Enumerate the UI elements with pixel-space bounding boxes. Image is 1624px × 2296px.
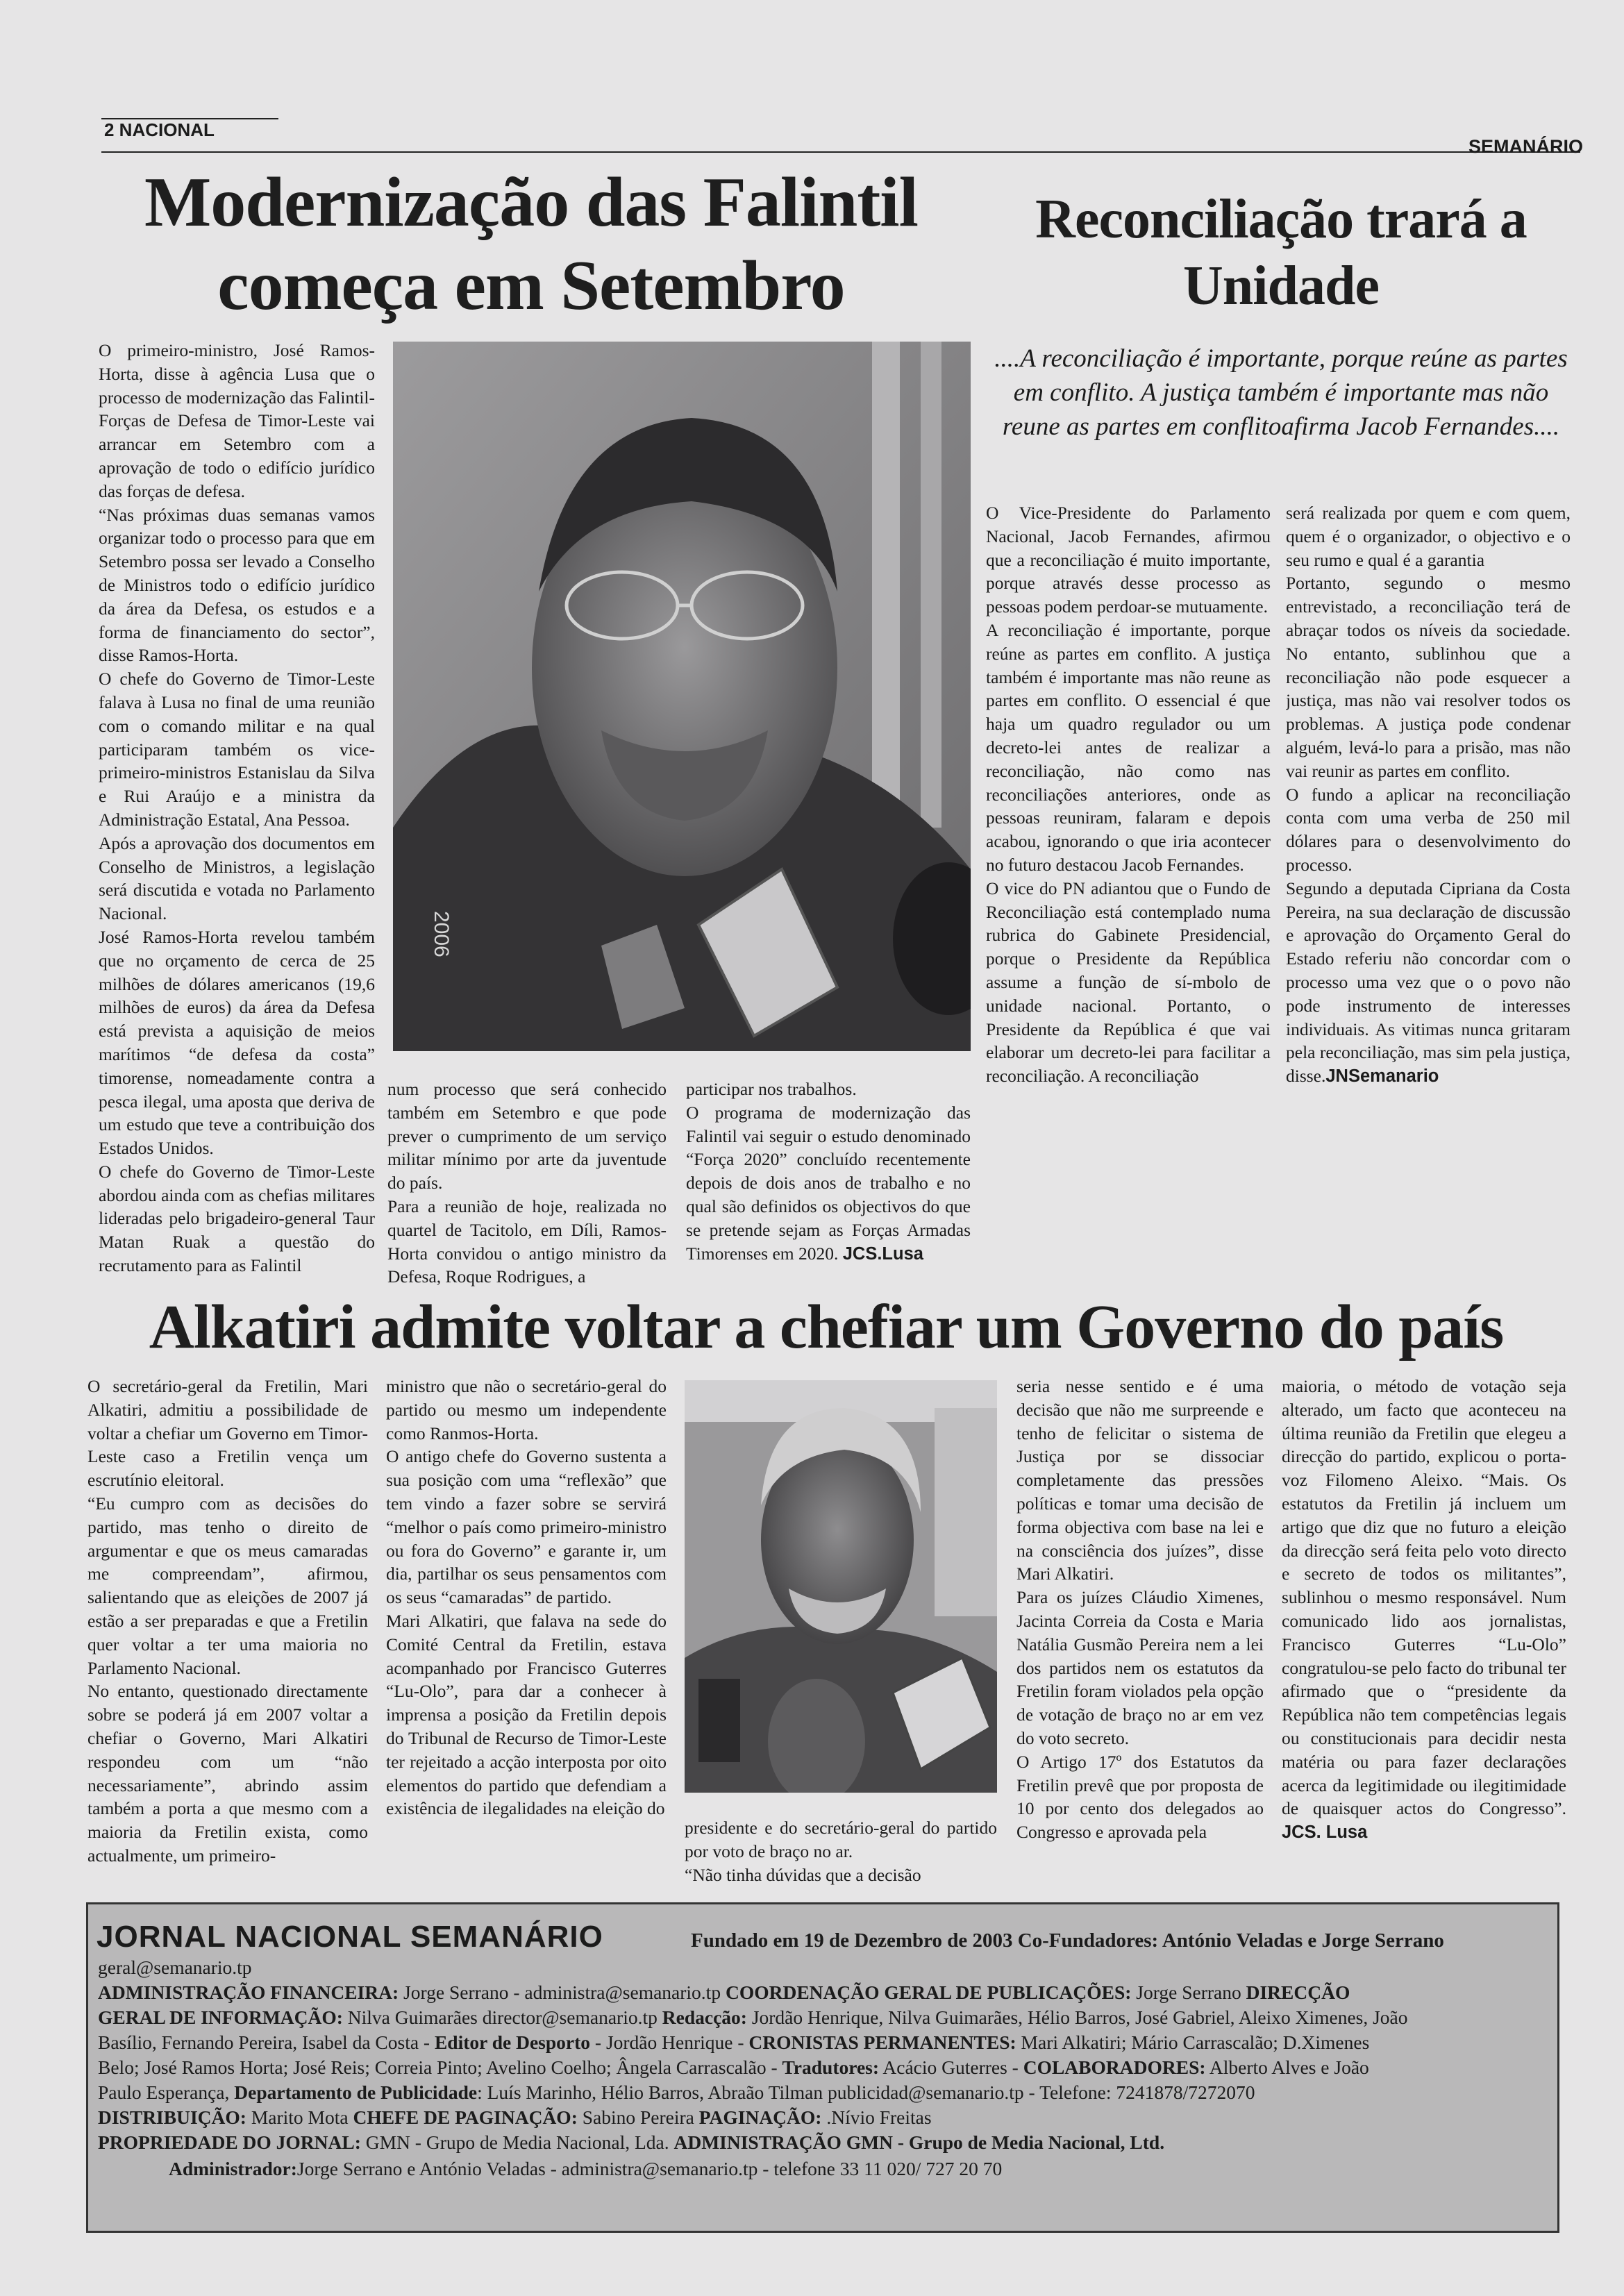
alkatiri-photo <box>685 1380 997 1793</box>
footer-line-4 <box>98 2056 1548 2079</box>
footer-text: GMN - Grupo de Media Nacional, Lda. <box>360 2131 674 2153</box>
newspaper-name: JORNAL NACIONAL SEMANÁRIO <box>97 1920 603 1954</box>
masthead-box <box>86 1902 1559 2233</box>
footer-text: Jorge Serrano - administra@semanario.tp <box>399 1981 726 2003</box>
paragraph: O Artigo 17º dos Estatutos da Fretilin prevê que por proposta de 10 por cento dos delegados ao Congresso e aprovada pela <box>1016 1751 1264 1843</box>
paragraph: O fundo a aplicar na reconciliação conta com uma verba de 250 mil dólares para o desenvolvimento do processo. <box>1286 784 1571 875</box>
footer-text: Marito Mota <box>246 2106 353 2128</box>
footer-line-3 <box>98 2031 1548 2054</box>
paragraph: O primeiro-ministro, José Ramos-Horta, disse à agência Lusa que o processo de modernização das Falintil-Forças de Defesa de Timor-Leste vai arrancar em Setembro com a aprovação de todo o edifício jurídico das forças de defesa. <box>99 340 375 501</box>
paragraph-text: maioria, o método de votação seja alterado, um facto que aconteceu na última reunião da Fretilin que elegeu a direcção do partido, explicou o porta-voz Filomeno Aleixo. “Mais. Os estatutos da Fretilin já incluem um artigo que diz que no futuro a eleição da direcção será feita pelo voto directo e secreto de todos os militantes”, sublinhou o mesmo responsável. Num comunicado lido aos jornalistas, Francisco Guterres “Lu-Olo” congratulou-se pelo facto do tribunal ter afirmado que o “presidente da República não tem competências legais ou constitucionais para decidir nesta matéria ou para fazer declarações acerca da legitimidade ou ilegitimidade de quaisquer actos do Congresso”. <box>1282 1376 1566 1819</box>
paragraph: num processo que será conhecido também em Setembro e que pode prever o cumprimento de um serviço militar mínimo por arte da juventude do país. <box>387 1079 667 1193</box>
article2-title-line1: Reconciliação trará a <box>1035 189 1527 250</box>
footer-line-8 <box>169 2157 1548 2181</box>
paragraph: será realizada por quem e com quem, quem é o organizador, o objectivo e o seu rumo e qual é a garantia <box>1286 503 1571 570</box>
ramos-horta-photo <box>393 342 971 1051</box>
article2-signature: JNSemanario <box>1325 1066 1439 1087</box>
paragraph: Mari Alkatiri, que falava na sede do Comité Central da Fretilin, estava acompanhado por Francisco Guterres “Lu-Olo”, para dar a conhecer à imprensa a posição da Fretilin depois do Tribunal de Recurso de Timor-Leste ter rejeitado a acção interposta por oito elementos do partido que defendiam a existência de ilegalidades na eleição do <box>386 1610 667 1819</box>
paragraph: “Nas próximas duas semanas vamos organizar todo o processo para que em Setembro possa ser levado a Conselho de Ministros todo o edifício jurídico da área da Defesa, os estudos e a forma de financiamento do sector”, disse Ramos-Horta. <box>99 504 375 666</box>
header-rule <box>101 151 1580 153</box>
footer-text: Jorge Serrano e António Veladas - administra@semanario.tp - telefone 33 11 020/ 727 20 70 <box>296 2158 1003 2179</box>
article3-col3 <box>685 1816 997 1886</box>
footer-label: Redacção: <box>662 2006 747 2028</box>
masthead-label: SEMANÁRIO <box>1468 136 1584 157</box>
article2-col1 <box>986 501 1271 1289</box>
footer-label: Tradutores: <box>782 2056 880 2078</box>
article2-lede: ....A reconciliação é importante, porque reúne as partes em conflito. A justiça também é importante mas não reune as partes em conflitoafirma Jacob Fernandes.... <box>994 344 1568 441</box>
article1-col3 <box>686 1078 971 1289</box>
footer-label: CRONISTAS PERMANENTES: <box>748 2031 1016 2053</box>
footer-label: ADMINISTRAÇÃO FINANCEIRA: <box>98 1981 399 2003</box>
article1-title-line1: Modernização das Falintil <box>144 163 918 242</box>
footer-label: PAGINAÇÃO: <box>698 2106 822 2128</box>
article3-col4 <box>1016 1375 1264 1886</box>
footer-label: CHEFE DE PAGINAÇÃO: <box>353 2106 578 2128</box>
article3-col2 <box>386 1375 667 1886</box>
footer-text: Mari Alkatiri; Mário Carrascalão; D.Ximenes <box>1016 2031 1370 2053</box>
paragraph <box>1286 877 1571 1089</box>
paragraph: O chefe do Governo de Timor-Leste abordou ainda com as chefias militares lideradas pelo brigadeiro-general Taur Matan Ruak a questão do recrutamento para as Falintil <box>99 1161 375 1276</box>
footer-line-1 <box>98 1981 1548 2004</box>
footer-text: Basílio, Fernando Pereira, Isabel da Costa - <box>98 2031 435 2053</box>
article1-signature: JCS.Lusa <box>842 1243 923 1264</box>
article3-col1 <box>87 1375 368 1886</box>
article1-col1 <box>99 339 375 1287</box>
footer-text: - Jordão Henrique - <box>590 2031 749 2053</box>
paragraph: A reconciliação é importante, porque reúne as partes em conflito. A justiça também é importante mas não reune as partes em conflito. O essencial é que haja um quadro regulador ou um decreto-lei antes de realizar a reconciliação, não como nas reconciliações anteriores, onde as pessoas reuniram, falaram e depois acabou, ignorando o que iria acontecer no futuro destacou Jacob Fernandes. <box>986 619 1271 875</box>
footer-line-2 <box>98 2006 1548 2029</box>
paragraph: Para os juízes Cláudio Ximenes, Jacinta Correia da Costa e Maria Natália Gusmão Pereira nem a lei dos partidos nem os estatutos da Fretilin foram violados pela opção de votação de braço no ar em vez do voto secreto. <box>1016 1587 1264 1748</box>
photo-date-stamp: 2006 <box>430 911 453 957</box>
footer-text: .Nívio Freitas <box>821 2106 932 2128</box>
portrait-image <box>393 342 971 1051</box>
founded-line: Fundado em 19 de Dezembro de 2003 Co-Fundadores: António Veladas e Jorge Serrano <box>691 1929 1444 1952</box>
footer-text: Paulo Esperança, <box>98 2081 235 2103</box>
paragraph: O secretário-geral da Fretilin, Mari Alkatiri, admitiu a possibilidade de voltar a chefiar um Governo em Timor-Leste caso a Fretilin vença um escrutínio eleitoral. <box>87 1376 368 1491</box>
footer-text: Belo; José Ramos Horta; José Reis; Correia Pinto; Avelino Coelho; Ângela Carrascalão - <box>98 2056 782 2078</box>
footer-label: ADMINISTRAÇÃO GMN - Grupo de Media Nacional, Ltd. <box>673 2131 1165 2153</box>
footer-label: Administrador: <box>169 2158 297 2179</box>
paragraph: ministro que não o secretário-geral do partido ou mesmo um independente como Ranmos-Horta. <box>386 1376 667 1443</box>
footer-text: Jorge Serrano <box>1131 1981 1246 2003</box>
paragraph: “Não tinha dúvidas que a decisão <box>685 1864 921 1885</box>
footer-label: COORDENAÇÃO GERAL DE PUBLICAÇÕES: <box>725 1981 1132 2003</box>
paragraph: presidente e do secretário-geral do partido por voto de braço no ar. <box>685 1818 997 1861</box>
paragraph: O vice do PN adiantou que o Fundo de Reconciliação está contemplado numa rubrica do Gabinete Presidencial, porque o Presidente da República assume a função de sí-mbolo de unidade nacional. Portanto, o Presidente da República é que vai elaborar um decreto-lei para facilitar a reconciliação. A reconciliação <box>986 878 1271 1087</box>
paragraph: Após a aprovação dos documentos em Conselho de Ministros, a legislação será discutida e votada no Parlamento Nacional. <box>99 832 375 924</box>
paragraph: participar nos trabalhos. <box>686 1079 857 1099</box>
footer-label: COLABORADORES: <box>1023 2056 1206 2078</box>
footer-text: Jordão Henrique, Nilva Guimarães, Hélio Barros, José Gabriel, Aleixo Ximenes, João <box>746 2006 1408 2028</box>
footer-line-7 <box>98 2131 1548 2154</box>
article3-signature: JCS. Lusa <box>1282 1822 1368 1843</box>
paragraph: “Eu cumpro com as decisões do partido, mas tenho o direito de argumentar e que os meus camaradas me compreendam”, afirmou, salientando que as eleições de 2007 já estão a ser preparadas e que a Fretilin quer voltar a ter uma maioria no Parlamento Nacional. <box>87 1493 368 1678</box>
footer-label: DISTRIBUIÇÃO: <box>98 2106 246 2128</box>
footer-text: : Luís Marinho, Hélio Barros, Abraão Tilman publicidad@semanario.tp - Telefone: 7241878/7272070 <box>477 2081 1255 2103</box>
section-rule-short <box>101 118 278 119</box>
paragraph: José Ramos-Horta revelou também que no orçamento de cerca de 25 milhões de dólares americanos (19,6 milhões de euros) da área da Defesa está prevista a aquisição de meios marítimos “de defesa da costa” timorense, nomeadamente contra a pesca ilegal, uma aposta que deriva de um estudo que teve a contribuição dos Estados Unidos. <box>99 926 375 1159</box>
footer-text: Nilva Guimarães director@semanario.tp <box>342 2006 662 2028</box>
section-label: 2 NACIONAL <box>104 119 215 140</box>
footer-label: GERAL DE INFORMAÇÃO: <box>98 2006 343 2028</box>
paragraph: Portanto, segundo o mesmo entrevistado, a reconciliação terá de abraçar todos os níveis da sociedade. No entanto, sublinhou que a reconciliação não pode esquecer a justiça, mas não vai resolver todos os problemas. A justiça pode condenar alguém, levá-lo para a prisão, mas não vai reunir as partes em conflito. <box>1286 573 1571 781</box>
paragraph: No entanto, questionado directamente sobre se poderá já em 2007 voltar a chefiar o Governo, Mari Alkatiri respondeu com um “não necessariamente”, abrindo assim também a porta a que mesmo com a maioria da Fretilin exista, como actualmente, um primeiro- <box>87 1681 368 1866</box>
footer-text: Sabino Pereira <box>577 2106 699 2128</box>
article2-title-line2: Unidade <box>1183 255 1379 317</box>
paragraph: seria nesse sentido e é uma decisão que não me surpreende e tenho de felicitar o sistema de Justiça por se dissociar completamente das pressões políticas e tomar uma decisão de forma objectiva com base na lei e na consciência dos juízes”, disse Mari Alkatiri. <box>1016 1376 1264 1584</box>
paragraph-text: Segundo a deputada Cipriana da Costa Pereira, na sua declaração de discussão e aprovação do Orçamento Geral do Estado referiu não concordar com o processo uma vez que o o povo não pode instrumento de interesses individuais. As vitimas nunca gritaram pela reconciliação, mas sim pela justiça, disse. <box>1286 878 1571 1087</box>
paragraph <box>1282 1375 1566 1845</box>
article1-title <box>104 161 958 328</box>
footer-line-6 <box>98 2106 1548 2129</box>
footer-email: geral@semanario.tp <box>98 1956 252 1978</box>
paragraph: O chefe do Governo de Timor-Leste falava à Lusa no final de uma reunião com o comando militar e na qual participaram também os vice-primeiro-ministros Estanislau da Silva e Rui Araújo e a ministra da Administração Estatal, Ana Pessoa. <box>99 669 375 830</box>
article2-title <box>979 186 1583 319</box>
article3-title: Alkatiri admite voltar a chefiar um Governo do país <box>149 1293 1504 1361</box>
paragraph-text: O programa de modernização das Falintil vai seguir o estudo denominado “Força 2020” concluído recentemente depois de dois anos de trabalho e no qual são definidos os objectivos do que se pretende sejam as Forças Armadas Timorenses em 2020. <box>686 1102 971 1264</box>
article3-col5 <box>1282 1375 1566 1886</box>
portrait-image <box>685 1380 997 1793</box>
footer-label: Departamento de Publicidade <box>234 2081 478 2103</box>
footer-label: DIRECÇÃO <box>1246 1981 1350 2003</box>
article2-col2 <box>1286 501 1571 1289</box>
footer-label: PROPRIEDADE DO JORNAL: <box>98 2131 361 2153</box>
footer-text: Alberto Alves e João <box>1205 2056 1369 2078</box>
article1-col2 <box>387 1078 667 1289</box>
footer-line-5 <box>98 2081 1548 2104</box>
article1-title-line2: começa em Setembro <box>217 246 845 325</box>
paragraph: O Vice-Presidente do Parlamento Nacional, Jacob Fernandes, afirmou que a reconciliação é muito importante, porque através desse processo as pessoas podem perdoar-se mutuamente. <box>986 503 1271 617</box>
footer-label: Editor de Desporto <box>434 2031 591 2053</box>
paragraph <box>686 1101 971 1266</box>
paragraph: Para a reunião de hoje, realizada no quartel de Tacitolo, em Díli, Ramos-Horta convidou o antigo ministro da Defesa, Roque Rodrigues, a <box>387 1196 667 1287</box>
paragraph: O antigo chefe do Governo sustenta a sua posição com uma “reflexão” que tem vindo a fazer sobre se servirá “melhor o país como primeiro-ministro ou fora do Governo” e garante ir, um dia, partilhar os seus pensamentos com os seus “camaradas” de partido. <box>386 1446 667 1608</box>
footer-text: Acácio Guterres - <box>879 2056 1023 2078</box>
